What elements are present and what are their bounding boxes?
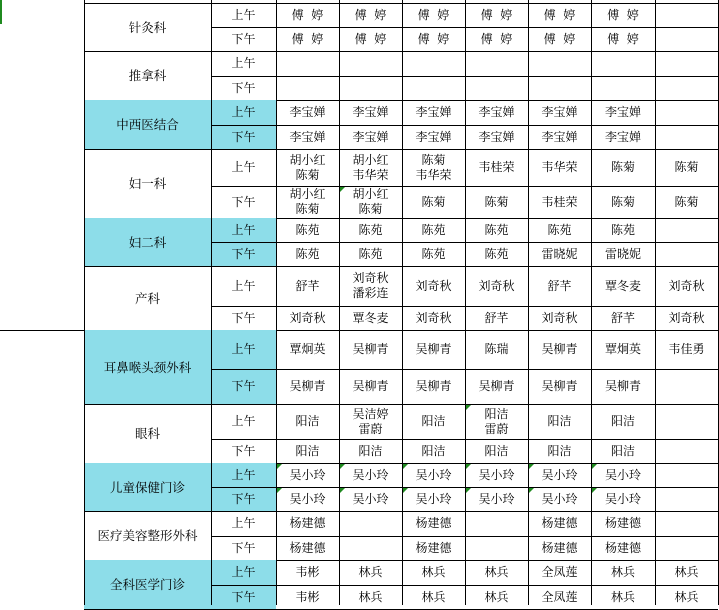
- doctor-cell[interactable]: [655, 76, 718, 100]
- grid-line: [528, 0, 529, 605]
- doctor-cell[interactable]: [465, 76, 528, 100]
- doctor-cell[interactable]: 阳洁: [358, 443, 383, 458]
- doctor-cell[interactable]: 吴小玲: [352, 491, 389, 506]
- doctor-cell[interactable]: [339, 511, 402, 536]
- doctor-cell[interactable]: 林兵: [610, 589, 635, 604]
- department-name: 针灸科: [128, 19, 167, 35]
- doctor-cell[interactable]: 吴小玲: [289, 467, 326, 482]
- comment-marker-icon: [340, 488, 345, 493]
- doctor-cell[interactable]: 杨建德: [289, 516, 326, 530]
- doctor-cell[interactable]: 陈菊: [484, 194, 509, 209]
- doctor-cell[interactable]: 覃冬麦: [352, 310, 389, 325]
- doctor-cell[interactable]: 陈苑: [295, 222, 320, 237]
- comment-marker-icon: [403, 488, 408, 493]
- doctor-cell[interactable]: 陈菊: [610, 194, 635, 209]
- doctor-cell[interactable]: 吴小玲: [478, 467, 515, 482]
- department-name: 耳鼻喉头颈外科: [103, 359, 192, 375]
- department-name: 眼科: [134, 426, 160, 441]
- doctor-cell[interactable]: 刘奇秋: [289, 310, 326, 325]
- doctor-cell[interactable]: 傅 婷: [480, 31, 513, 46]
- doctor-cell[interactable]: 胡小红 陈菊: [289, 152, 326, 182]
- doctor-cell[interactable]: [655, 536, 718, 560]
- doctor-cell[interactable]: 舒芊: [610, 310, 635, 325]
- doctor-cell[interactable]: 阳洁: [547, 443, 572, 458]
- doctor-cell[interactable]: 陈菊: [610, 160, 635, 174]
- grid-line: [591, 0, 592, 605]
- doctor-cell[interactable]: 阳洁: [295, 414, 320, 428]
- slot-label: 上午: [231, 7, 256, 22]
- doctor-cell[interactable]: 吴小玲: [541, 491, 578, 506]
- doctor-cell[interactable]: 杨建德: [604, 516, 641, 530]
- doctor-cell[interactable]: 林兵: [484, 565, 509, 579]
- slot-label: 上午: [231, 222, 256, 237]
- slot-label: 上午: [231, 278, 256, 293]
- doctor-cell[interactable]: 林兵: [484, 589, 509, 604]
- slot-label: 下午: [231, 129, 256, 144]
- slot-label: 上午: [231, 342, 256, 356]
- doctor-cell[interactable]: [465, 536, 528, 560]
- doctor-cell[interactable]: 傅 婷: [543, 7, 576, 22]
- slot-label: 下午: [231, 31, 256, 46]
- selection-marker: [0, 0, 2, 24]
- doctor-cell[interactable]: 吴小玲: [289, 491, 326, 506]
- doctor-cell[interactable]: 李宝婵: [604, 129, 641, 144]
- doctor-cell[interactable]: 韦华荣: [541, 160, 578, 174]
- doctor-cell[interactable]: 刘奇秋 潘彩连: [352, 271, 389, 300]
- doctor-cell[interactable]: 阳洁: [295, 443, 320, 458]
- doctor-cell[interactable]: 覃炯英: [604, 342, 641, 356]
- doctor-cell[interactable]: 吴柳青: [541, 379, 578, 393]
- doctor-cell[interactable]: 阳洁 雷蔚: [484, 406, 509, 436]
- doctor-cell[interactable]: 林兵: [610, 565, 635, 579]
- doctor-cell[interactable]: 全凤莲: [541, 565, 578, 579]
- doctor-cell[interactable]: 李宝婵: [415, 129, 452, 144]
- doctor-cell[interactable]: 陈苑: [421, 222, 446, 237]
- doctor-cell[interactable]: 吴小玲: [604, 491, 641, 506]
- doctor-cell[interactable]: 刘奇秋: [668, 310, 705, 325]
- doctor-cell[interactable]: 吴小玲: [541, 467, 578, 482]
- doctor-cell[interactable]: 杨建德: [541, 540, 578, 555]
- doctor-cell[interactable]: 李宝婵: [478, 129, 515, 144]
- doctor-cell[interactable]: 吴小玲: [415, 491, 452, 506]
- grid-line: [465, 0, 466, 605]
- doctor-cell[interactable]: [655, 242, 718, 266]
- doctor-cell[interactable]: 李宝婵: [352, 129, 389, 144]
- grid-line: [84, 3, 718, 4]
- doctor-cell[interactable]: 刘奇秋: [415, 278, 452, 293]
- comment-marker-icon: [529, 488, 534, 493]
- doctor-cell[interactable]: 李宝婵: [604, 105, 641, 119]
- grid-line: [0, 330, 84, 331]
- doctor-cell[interactable]: 林兵: [674, 589, 699, 604]
- doctor-cell[interactable]: [655, 463, 718, 487]
- doctor-cell[interactable]: 傅 婷: [480, 7, 513, 22]
- doctor-cell[interactable]: 吴柳青: [478, 379, 515, 393]
- doctor-cell[interactable]: 傅 婷: [291, 7, 324, 22]
- doctor-cell[interactable]: 胡小红 陈菊: [289, 187, 326, 216]
- doctor-cell[interactable]: 阳洁: [610, 443, 635, 458]
- doctor-cell[interactable]: 覃冬麦: [604, 278, 641, 293]
- doctor-cell[interactable]: 林兵: [358, 565, 383, 579]
- grid-line: [84, 0, 85, 605]
- comment-marker-icon: [466, 488, 471, 493]
- doctor-cell[interactable]: 陈菊: [421, 194, 446, 209]
- doctor-cell[interactable]: 吴小玲: [604, 467, 641, 482]
- doctor-cell[interactable]: 吴小玲: [415, 467, 452, 482]
- doctor-cell[interactable]: 陈菊: [674, 160, 699, 174]
- doctor-cell[interactable]: [655, 487, 718, 511]
- doctor-cell[interactable]: 李宝婵: [478, 105, 515, 119]
- doctor-cell[interactable]: 陈苑: [484, 246, 509, 261]
- doctor-cell[interactable]: 阳洁: [421, 414, 446, 428]
- doctor-cell[interactable]: 杨建德: [289, 540, 326, 555]
- doctor-cell[interactable]: [655, 511, 718, 536]
- doctor-cell[interactable]: 陈苑: [484, 222, 509, 237]
- doctor-cell[interactable]: [655, 404, 718, 439]
- doctor-cell[interactable]: [655, 218, 718, 242]
- doctor-cell[interactable]: 阳洁: [484, 443, 509, 458]
- comment-marker-icon: [466, 464, 471, 469]
- doctor-cell[interactable]: 陈菊 韦华荣: [415, 152, 452, 182]
- doctor-cell[interactable]: [655, 125, 718, 149]
- department-name: 儿童保健门诊: [109, 479, 185, 495]
- doctor-cell[interactable]: 傅 婷: [607, 7, 639, 22]
- comment-marker-icon: [340, 187, 345, 192]
- doctor-cell[interactable]: [528, 51, 591, 76]
- department-name: 全科医学门诊: [109, 577, 185, 592]
- doctor-cell[interactable]: 杨建德: [415, 516, 452, 530]
- doctor-cell[interactable]: 傅 婷: [354, 7, 387, 22]
- doctor-cell[interactable]: 陈苑: [358, 222, 383, 237]
- doctor-cell[interactable]: 李宝婵: [541, 129, 578, 144]
- slot-label: 上午: [231, 56, 256, 70]
- doctor-cell[interactable]: [591, 76, 655, 100]
- doctor-cell[interactable]: [339, 51, 402, 76]
- doctor-cell[interactable]: 吴柳青: [604, 379, 641, 393]
- doctor-cell[interactable]: 李宝婵: [352, 105, 389, 119]
- doctor-cell[interactable]: 韦桂荣: [541, 194, 578, 209]
- doctor-cell[interactable]: [655, 3, 718, 27]
- department-name: 妇二科: [128, 234, 167, 250]
- doctor-cell[interactable]: 全凤莲: [541, 589, 578, 604]
- slot-label: 下午: [231, 194, 256, 209]
- department-name: 妇一科: [128, 176, 167, 191]
- doctor-cell[interactable]: [276, 76, 339, 100]
- doctor-cell[interactable]: 胡小红 韦华荣: [352, 152, 389, 182]
- doctor-cell[interactable]: 傅 婷: [417, 7, 450, 22]
- doctor-cell[interactable]: [655, 27, 718, 51]
- doctor-cell[interactable]: 舒芊: [547, 278, 572, 293]
- doctor-cell[interactable]: [528, 76, 591, 100]
- doctor-cell[interactable]: 李宝婵: [415, 105, 452, 119]
- slot-label: 上午: [231, 414, 256, 428]
- doctor-cell[interactable]: 陈苑: [295, 246, 320, 261]
- comment-marker-icon: [529, 464, 534, 469]
- doctor-cell[interactable]: [591, 51, 655, 76]
- doctor-cell[interactable]: 吴小玲: [352, 467, 389, 482]
- slot-label: 下午: [231, 379, 256, 393]
- doctor-cell[interactable]: [465, 51, 528, 76]
- doctor-cell[interactable]: 吴柳青: [289, 379, 326, 393]
- doctor-cell[interactable]: 韦彬: [295, 565, 320, 579]
- doctor-cell[interactable]: 胡小红 陈菊: [352, 187, 389, 216]
- doctor-cell[interactable]: [655, 369, 718, 404]
- doctor-cell[interactable]: 阳洁: [610, 414, 635, 428]
- doctor-cell[interactable]: 李宝婵: [541, 105, 578, 119]
- doctor-cell[interactable]: 林兵: [358, 589, 383, 604]
- doctor-cell[interactable]: [402, 76, 465, 100]
- grid-line: [402, 0, 403, 605]
- slot-label: 下午: [231, 443, 256, 458]
- comment-marker-icon: [340, 464, 345, 469]
- doctor-cell[interactable]: [339, 536, 402, 560]
- doctor-cell[interactable]: [655, 100, 718, 125]
- doctor-cell[interactable]: 陈苑: [421, 246, 446, 261]
- doctor-cell[interactable]: 林兵: [421, 565, 446, 579]
- doctor-cell[interactable]: 陈菊: [674, 194, 699, 209]
- doctor-cell[interactable]: 韦桂荣: [478, 160, 515, 174]
- doctor-cell[interactable]: 傅 婷: [543, 31, 576, 46]
- doctor-cell[interactable]: 吴柳青: [352, 379, 389, 393]
- doctor-cell[interactable]: 林兵: [421, 589, 446, 604]
- slot-label: 下午: [231, 540, 256, 555]
- doctor-cell[interactable]: [276, 51, 339, 76]
- comment-marker-icon: [277, 488, 282, 493]
- doctor-cell[interactable]: 李宝婵: [289, 129, 326, 144]
- doctor-cell[interactable]: 韦佳勇: [668, 342, 705, 356]
- doctor-cell[interactable]: [465, 511, 528, 536]
- doctor-cell[interactable]: 林兵: [674, 565, 699, 579]
- slot-label: 下午: [231, 589, 256, 604]
- doctor-cell[interactable]: 傅 婷: [417, 31, 450, 46]
- comment-marker-icon: [592, 464, 597, 469]
- doctor-cell[interactable]: 阳洁: [547, 414, 572, 428]
- doctor-cell[interactable]: [655, 51, 718, 76]
- doctor-cell[interactable]: 刘奇秋: [478, 278, 515, 293]
- doctor-cell[interactable]: 刘奇秋: [541, 310, 578, 325]
- slot-label: 上午: [231, 160, 256, 174]
- slot-label: 上午: [231, 105, 256, 119]
- doctor-cell[interactable]: 陈苑: [547, 222, 572, 237]
- doctor-cell[interactable]: 杨建德: [604, 540, 641, 555]
- department-name: 医疗美容整形外科: [97, 528, 198, 543]
- doctor-cell[interactable]: 李宝婵: [289, 105, 326, 119]
- doctor-cell[interactable]: 吴柳青: [541, 342, 578, 356]
- doctor-cell[interactable]: 刘奇秋: [415, 310, 452, 325]
- doctor-cell[interactable]: [655, 439, 718, 463]
- department-name: 中西医结合: [116, 117, 179, 132]
- doctor-cell[interactable]: 雷晓妮: [604, 246, 641, 261]
- doctor-cell[interactable]: 吴柳青: [352, 342, 389, 356]
- comment-marker-icon: [592, 488, 597, 493]
- doctor-cell[interactable]: 吴柳青: [415, 379, 452, 393]
- doctor-cell[interactable]: 傅 婷: [607, 31, 639, 46]
- grid-line: [276, 0, 277, 605]
- comment-marker-icon: [277, 464, 282, 469]
- doctor-cell[interactable]: 雷晓妮: [541, 246, 578, 261]
- doctor-cell[interactable]: 吴柳青: [415, 342, 452, 356]
- doctor-cell[interactable]: 傅 婷: [291, 31, 324, 46]
- grid-line: [339, 0, 340, 605]
- slot-label: 下午: [231, 246, 256, 261]
- slot-label: 上午: [231, 467, 256, 482]
- doctor-cell[interactable]: [402, 51, 465, 76]
- grid-line: [211, 0, 212, 605]
- doctor-cell[interactable]: 傅 婷: [354, 31, 387, 46]
- doctor-cell[interactable]: 刘奇秋: [668, 278, 705, 293]
- slot-label: 下午: [231, 80, 256, 95]
- comment-marker-icon: [466, 405, 471, 410]
- slot-label: 下午: [231, 491, 256, 506]
- doctor-cell[interactable]: 陈瑞: [484, 342, 509, 356]
- slot-label: 下午: [231, 310, 256, 325]
- doctor-cell[interactable]: 陈苑: [610, 222, 635, 237]
- doctor-cell[interactable]: 舒芊: [484, 310, 509, 325]
- slot-label: 上午: [231, 565, 256, 579]
- grid-line: [655, 0, 656, 605]
- doctor-cell[interactable]: 杨建德: [541, 516, 578, 530]
- department-name: 推拿科: [128, 68, 167, 83]
- doctor-cell[interactable]: 阳洁: [421, 443, 446, 458]
- doctor-cell[interactable]: [339, 76, 402, 100]
- doctor-cell[interactable]: 吴小玲: [478, 491, 515, 506]
- doctor-cell[interactable]: 陈苑: [358, 246, 383, 261]
- department-name: 产科: [134, 290, 160, 306]
- comment-marker-icon: [403, 464, 408, 469]
- doctor-cell[interactable]: 韦彬: [295, 589, 320, 604]
- slot-label: 上午: [231, 516, 256, 530]
- doctor-cell[interactable]: 舒芊: [295, 278, 320, 293]
- doctor-cell[interactable]: 杨建德: [415, 540, 452, 555]
- doctor-cell[interactable]: 覃炯英: [289, 342, 326, 356]
- doctor-cell[interactable]: 吴洁婷 雷蔚: [352, 406, 389, 436]
